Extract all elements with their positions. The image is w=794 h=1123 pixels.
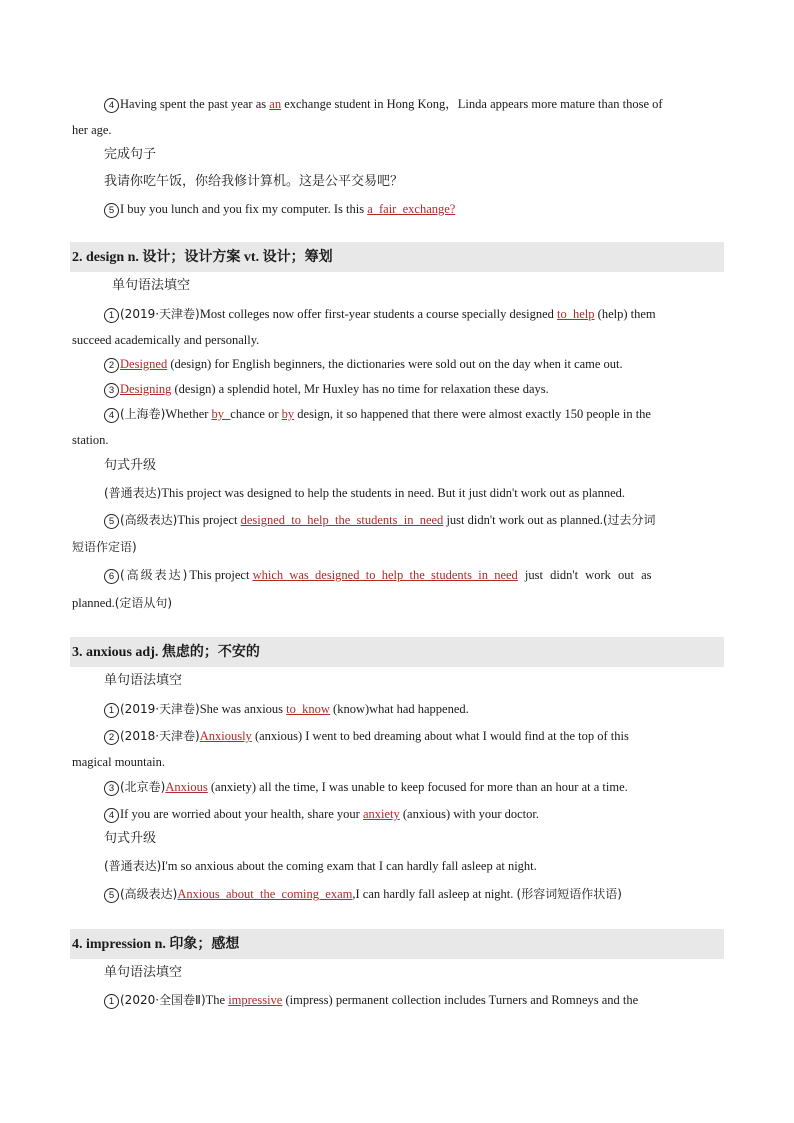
label-grammar-fill: 单句语法填空	[112, 278, 191, 293]
circled-number-icon: 1	[104, 994, 119, 1009]
sentence-2-5-cont: 短语作定语)	[72, 540, 137, 554]
sentence-1-4: 4 Having spent the past year as an exchange student in Hong Kong，Linda appears more mature than those of	[104, 96, 663, 113]
circled-number-icon: 4	[104, 408, 119, 423]
sentence-2-2: 2 Designed (design) for English beginners, the dictionaries were sold out on the day when it came out.	[104, 356, 623, 373]
circled-number-icon: 1	[104, 703, 119, 718]
answer-blank: a_fair_exchange?	[367, 202, 456, 216]
answer-blank: to_know	[286, 702, 330, 716]
circled-number-icon: 6	[104, 569, 119, 584]
answer-blank: an	[269, 97, 282, 111]
answer-blank: to_help	[557, 307, 595, 321]
circled-number-icon: 5	[104, 888, 119, 903]
sentence-3-4: 4 If you are worried about your health, share your anxiety (anxious) with your doctor.	[104, 806, 539, 823]
label-sentence-upgrade: 句式升级	[104, 831, 157, 846]
sentence-2-1: 1 (2019·天津卷)Most colleges now offer first-year students a course specially designed to_help (help) them	[104, 306, 656, 323]
circled-number-icon: 5	[104, 203, 119, 218]
section-heading-impression: 4. impression n. 印象；感想	[70, 929, 724, 959]
sentence-3-1: 1 (2019·天津卷)She was anxious to_know (know)what had happened.	[104, 701, 469, 718]
answer-blank: Designed	[120, 357, 168, 371]
sentence-2-4: 4 (上海卷)Whether by_chance or by design, it so happened that there were almost exactly 150 people in the	[104, 406, 651, 423]
answer-blank: anxiety	[362, 807, 400, 821]
sentence-2-1-cont: succeed academically and personally.	[72, 333, 260, 347]
label-sentence-upgrade: 句式升级	[104, 458, 157, 473]
sentence-2-3: 3 Designing (design) a splendid hotel, Mr Huxley has no time for relaxation these days.	[104, 381, 549, 398]
circled-number-icon: 4	[104, 808, 119, 823]
answer-blank: which_was_designed_to_help_the_students_in_need	[252, 568, 518, 582]
label-complete-sentence: 完成句子	[104, 147, 157, 162]
circled-number-icon: 5	[104, 514, 119, 529]
circled-number-icon: 4	[104, 98, 119, 113]
answer-blank: impressive	[228, 993, 283, 1007]
answer-blank: Designing	[120, 382, 172, 396]
section-heading-design: 2. design n. 设计；设计方案 vt. 设计；筹划	[70, 242, 724, 272]
normal-expression: (普通表达)This project was designed to help the students in need. But it just didn't work out as planned.	[104, 486, 626, 500]
chinese-sentence: 我请你吃午饭，你给我修计算机。这是公平交易吧？	[104, 174, 404, 189]
sentence-3-3: 3 (北京卷)Anxious (anxiety) all the time, I was unable to keep focused for more than an hour at a time.	[104, 779, 628, 796]
label-grammar-fill: 单句语法填空	[104, 965, 183, 980]
sentence-4-1: 1 (2020·全国卷Ⅱ)The impressive (impress) permanent collection includes Turners and Romneys and the	[104, 992, 638, 1009]
sentence-2-6-cont: planned.(定语从句)	[72, 596, 173, 610]
sentence-3-2: 2 (2018·天津卷)Anxiously (anxious) I went to bed dreaming about what I would find at the top of this	[104, 728, 629, 745]
circled-number-icon: 2	[104, 358, 119, 373]
normal-expression: (普通表达)I'm so anxious about the coming exam that I can hardly fall asleep at night.	[104, 859, 537, 873]
answer-blank: by_	[211, 407, 231, 421]
sentence-1-5: 5 I buy you lunch and you fix my computer. Is this a_fair_exchange?	[104, 201, 455, 218]
circled-number-icon: 3	[104, 781, 119, 796]
answer-blank: designed_to_help_the_students_in_need	[240, 513, 444, 527]
answer-blank: Anxiously	[199, 729, 252, 743]
sentence-2-4-cont: station.	[72, 433, 109, 447]
sentence-1-4-cont: her age.	[72, 123, 112, 137]
answer-blank: Anxious	[165, 780, 208, 794]
section-heading-anxious: 3. anxious adj. 焦虑的；不安的	[70, 637, 724, 667]
sentence-2-6: 6 (高级表达)This project which_was_designed_to_help_the_students_in_need just didn't work out as	[104, 567, 652, 584]
answer-blank: by	[281, 407, 295, 421]
circled-number-icon: 3	[104, 383, 119, 398]
sentence-3-2-cont: magical mountain.	[72, 755, 166, 769]
answer-blank: Anxious_about_the_coming_exam	[177, 887, 353, 901]
circled-number-icon: 2	[104, 730, 119, 745]
circled-number-icon: 1	[104, 308, 119, 323]
sentence-3-5: 5 (高级表达)Anxious_about_the_coming_exam,I can hardly fall asleep at night. (形容词短语作状语)	[104, 886, 622, 903]
sentence-2-5: 5 (高级表达)This project designed_to_help_the_students_in_need just didn't work out as planned.(过去分词	[104, 512, 656, 529]
label-grammar-fill: 单句语法填空	[104, 673, 183, 688]
